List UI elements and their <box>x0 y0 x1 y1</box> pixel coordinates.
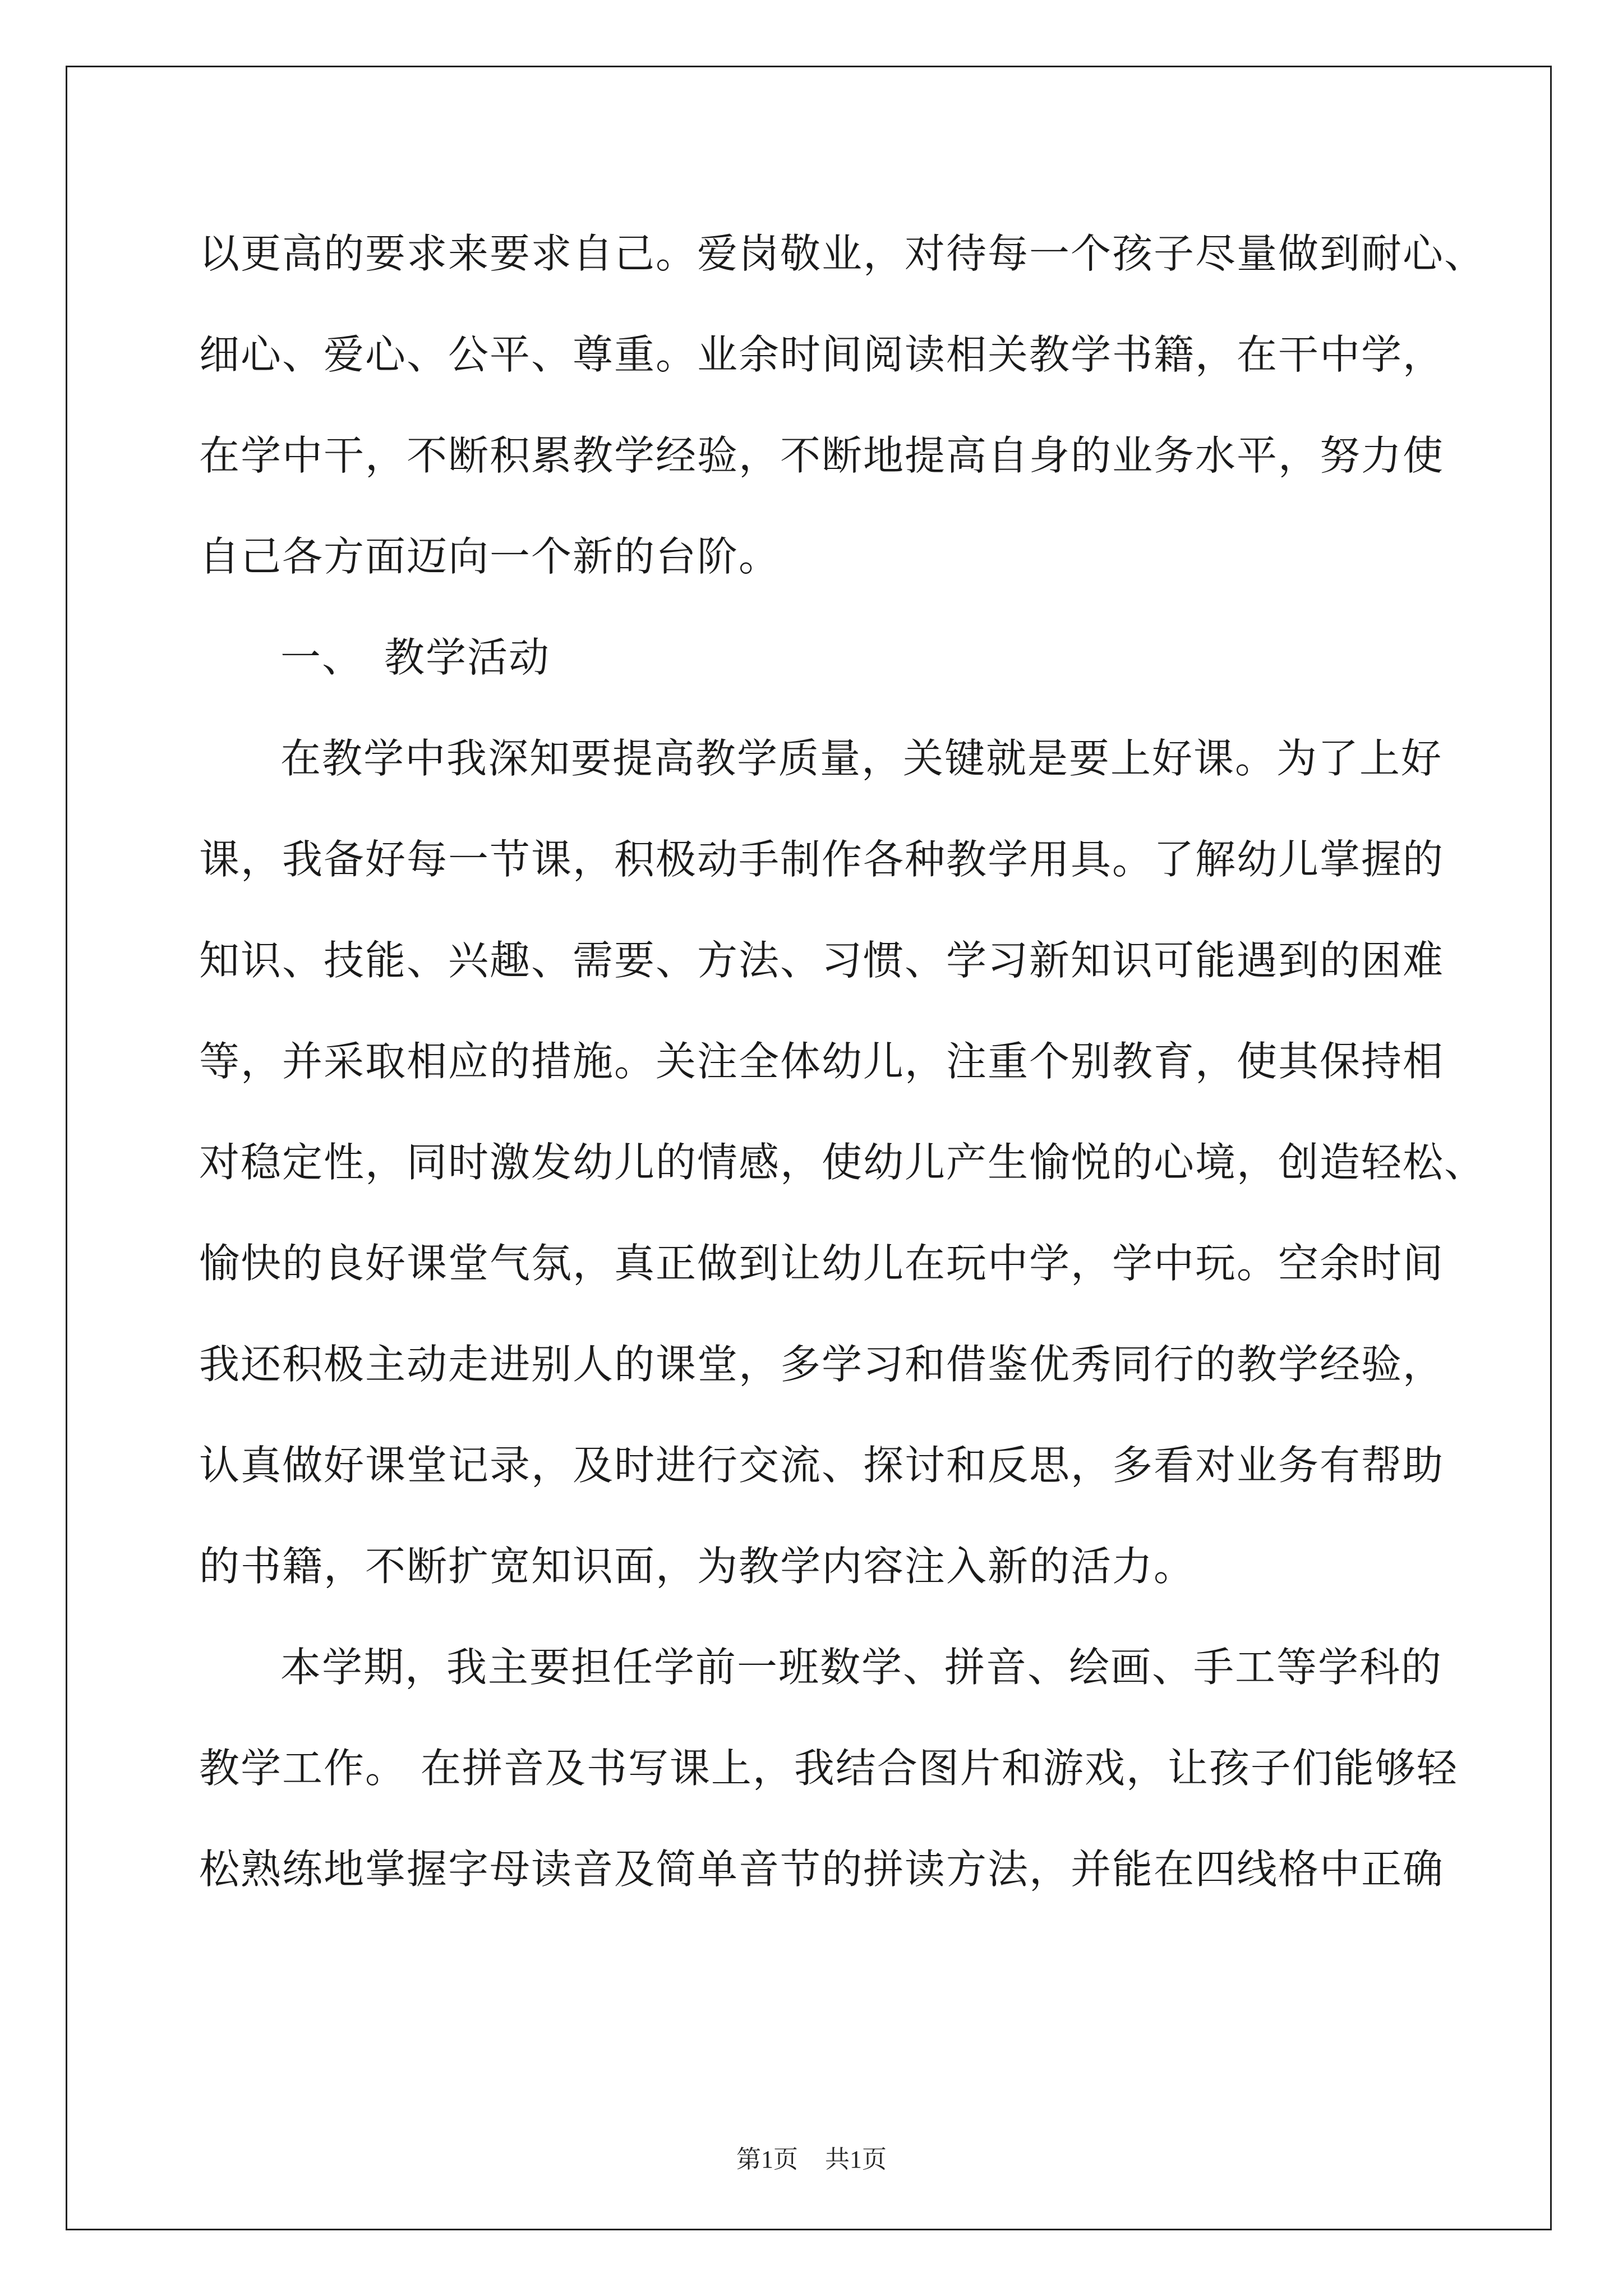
text-line: 等，并采取相应的措施。关注全体幼儿，注重个别教育，使其保持相 <box>199 1038 1445 1085</box>
section-title: 教学活动 <box>384 634 551 681</box>
document-body <box>199 203 1486 1920</box>
text-line: 细心、爱心、公平、尊重。业余时间阅读相关教学书籍，在干中学， <box>199 331 1445 378</box>
text-line: 本学期，我主要担任学前一班数学、拼音、绘画、手工等学科的 <box>280 1644 1443 1691</box>
page-footer <box>0 2143 1623 2177</box>
section-number: 一、 <box>280 634 364 681</box>
text-line: 对稳定性，同时激发幼儿的情感，使幼儿产生愉悦的心境，创造轻松、 <box>199 1139 1486 1186</box>
text-line: 在教学中我深知要提高教学质量，关键就是要上好课。为了上好 <box>280 735 1443 782</box>
text-line: 认真做好课堂记录，及时进行交流、探讨和反思，多看对业务有帮助 <box>199 1442 1445 1489</box>
text-line: 知识、技能、兴趣、需要、方法、习惯、学习新知识可能遇到的困难 <box>199 937 1445 984</box>
text-line: 自己各方面迈向一个新的台阶。 <box>199 533 781 580</box>
section-heading <box>199 607 1455 708</box>
text-line: 以更高的要求来要求自己。爱岗敬业，对待每一个孩子尽量做到耐心、 <box>199 230 1486 277</box>
page-number: 第1页 <box>736 2146 798 2173</box>
text-line: 松熟练地掌握字母读音及简单音节的拼读方法，并能在四线格中正确 <box>199 1846 1445 1893</box>
text-line: 在学中干，不断积累教学经验，不断地提高自身的业务水平，努力使 <box>199 432 1445 479</box>
page-total: 共1页 <box>825 2146 887 2173</box>
text-line: 课，我备好每一节课，积极动手制作各种教学用具。了解幼儿掌握的 <box>199 836 1445 883</box>
text-line: 愉快的良好课堂气氛，真正做到让幼儿在玩中学，学中玩。空余时间 <box>199 1240 1445 1287</box>
text-line: 教学工作。 在拼音及书写课上，我结合图片和游戏，让孩子们能够轻 <box>199 1745 1458 1792</box>
text-line: 我还积极主动走进别人的课堂，多学习和借鉴优秀同行的教学经验， <box>199 1341 1445 1388</box>
text-line: 的书籍，不断扩宽知识面，为教学内容注入新的活力。 <box>199 1543 1196 1590</box>
